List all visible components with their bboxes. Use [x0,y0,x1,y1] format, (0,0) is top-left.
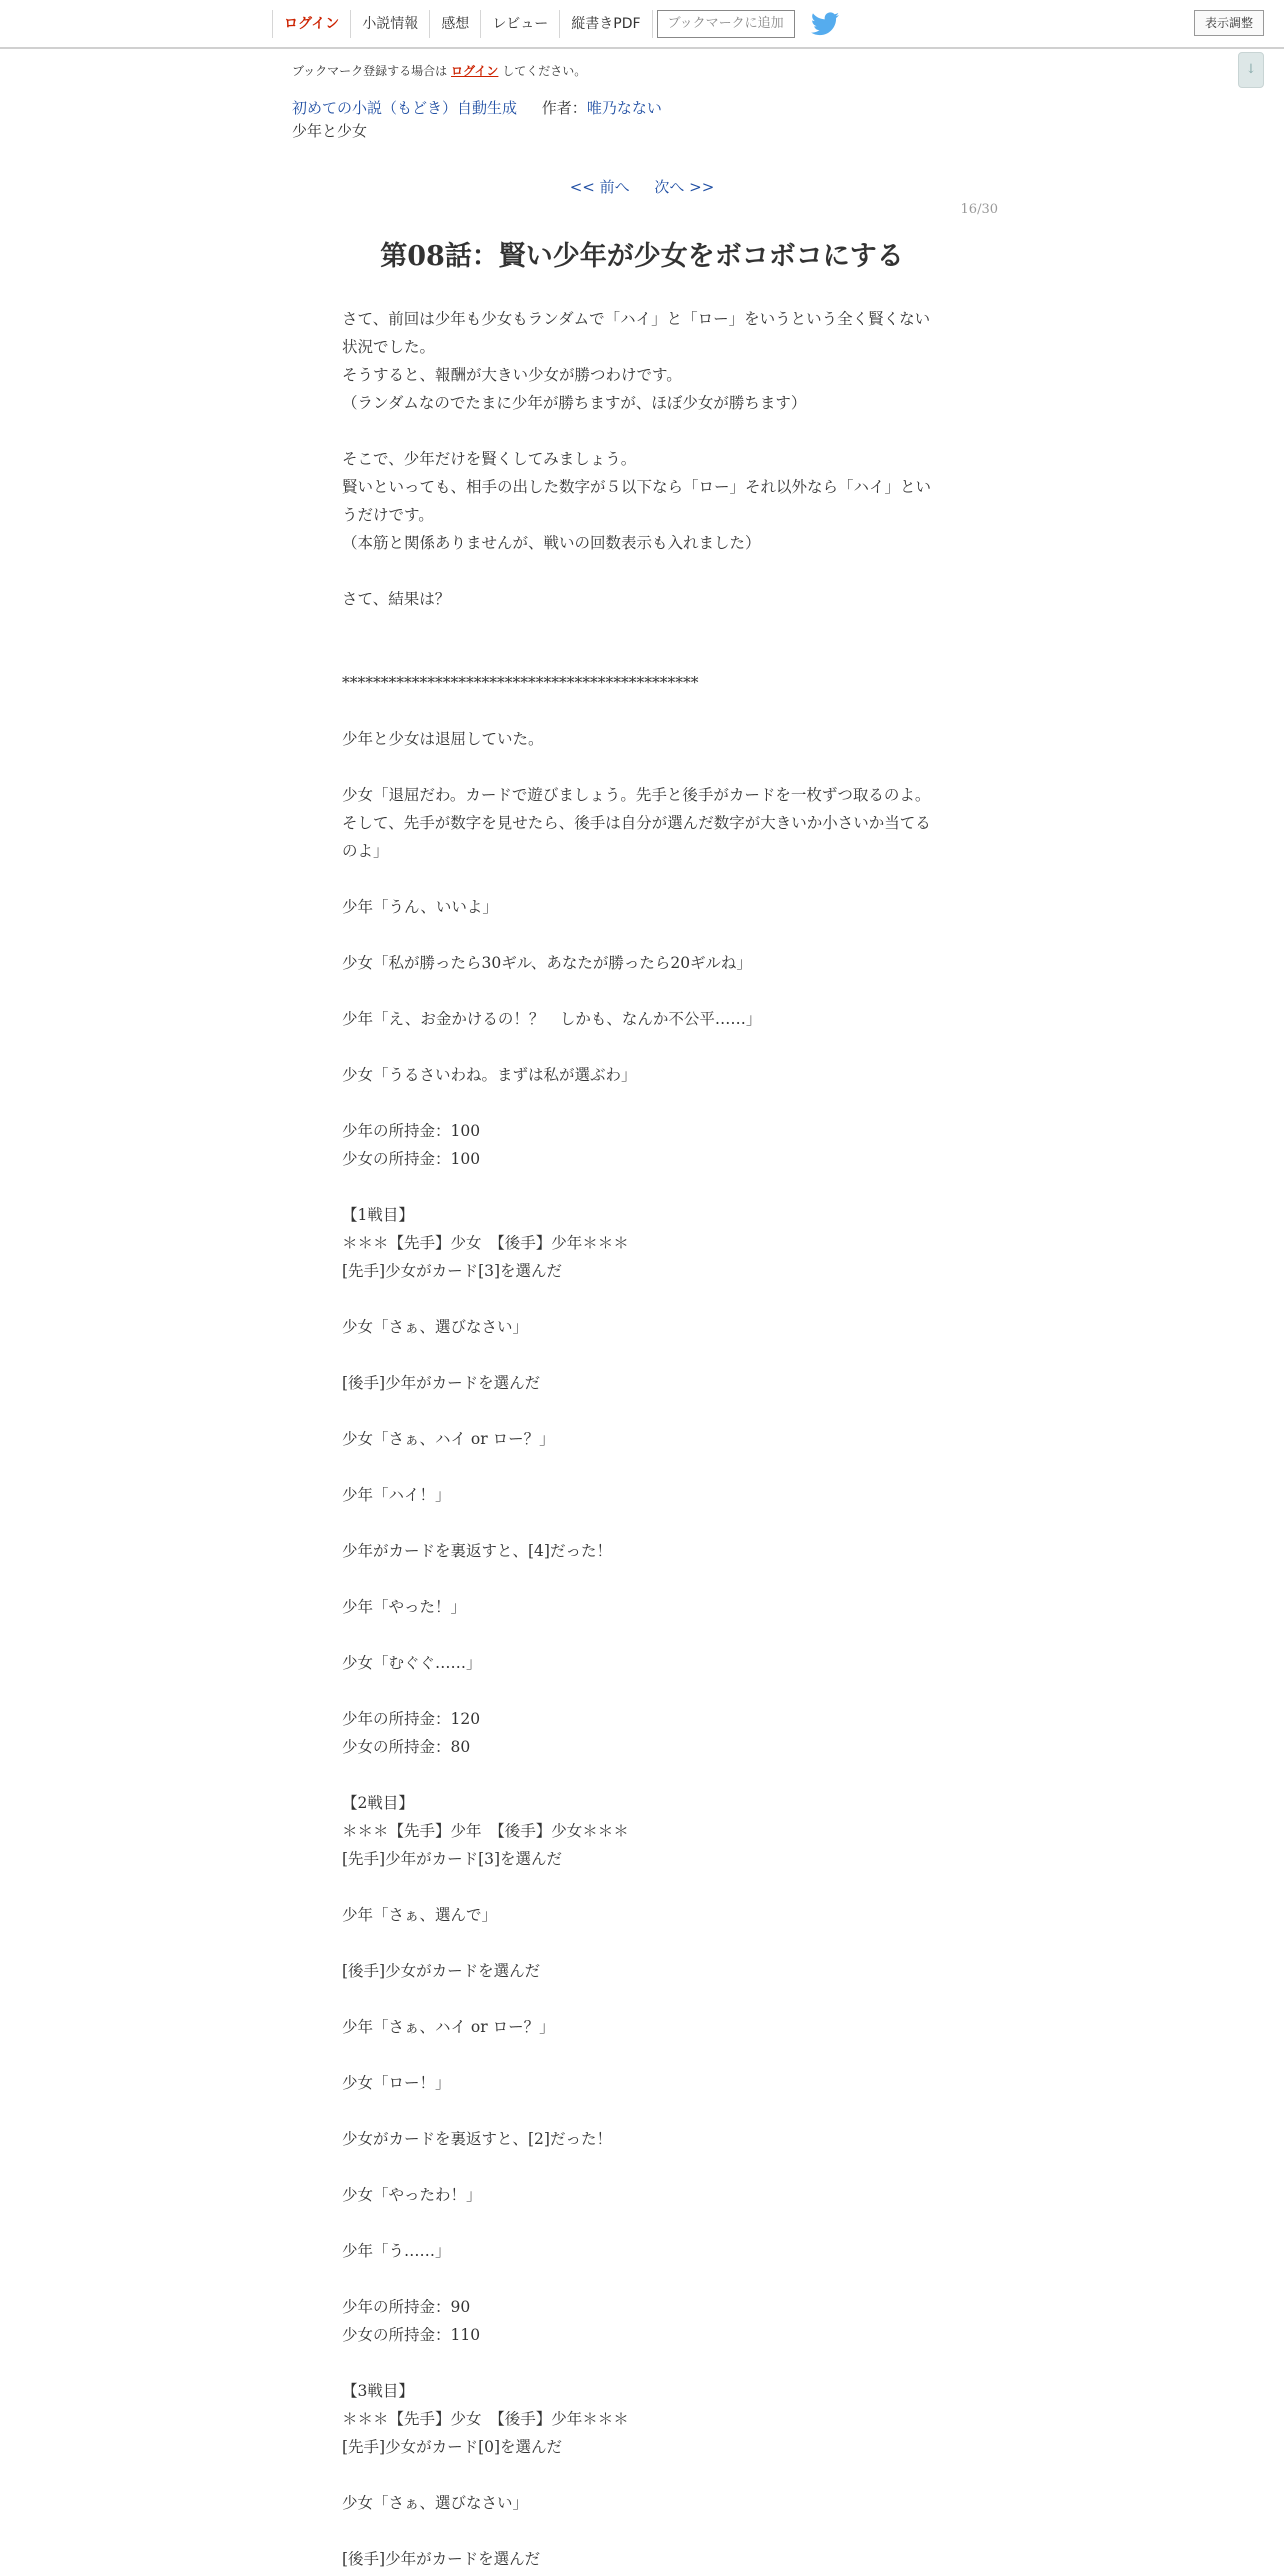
body-line: 少女の所持金：80 [342,1738,471,1756]
add-bookmark-button[interactable]: ブックマークに追加 [657,10,795,38]
body-line: 少女「さぁ、選びなさい」 [342,2494,529,2512]
page-number: 16/30 [960,202,998,217]
body-line: 少年の所持金：90 [342,2298,471,2316]
twitter-icon[interactable] [811,12,839,36]
body-line [342,753,942,781]
next-page-link[interactable]: 次へ >> [654,178,715,196]
body-line: 少年がカードを裏返すと、[4]だった！ [342,1542,612,1560]
body-line: 少女「さぁ、選びなさい」 [342,1318,529,1336]
body-line [342,1761,942,1789]
body-line [342,1453,942,1481]
scroll-down-button[interactable]: ↓ [1238,52,1264,88]
body-line [342,557,942,585]
body-line: 少年「さぁ、選んで」 [342,1906,498,1924]
nav-impressions[interactable]: 感想 [429,10,480,38]
novel-title-link[interactable]: 初めての小説（もどき）自動生成 [292,99,518,117]
body-line [342,2041,942,2069]
body-line [342,641,942,669]
body-line: [後手]少女がカードを選んだ [342,1962,541,1980]
body-line: 少女「退屈だわ。カードで遊びましょう。先手と後手がカードを一枚ずつ取るのよ。そして、先手が数字を見せたら、後手は自分が選んだ数字が大きいか小さいか当てるのよ」 [342,786,931,860]
body-line: （ランダムなのでたまに少年が勝ちますが、ほぼ少女が勝ちます） [342,394,807,412]
pager [0,176,1284,197]
body-line: ********************************************** [342,674,699,692]
bookmark-login-notice: ブックマーク登録する場合は ログイン してください。 [292,64,587,78]
body-line: 少女「ロー！」 [342,2074,451,2092]
body-line [342,1873,942,1901]
body-line: 少年「え、お金かけるの！？ しかも、なんか不公平……」 [342,1010,762,1028]
body-line: 少年「やった！」 [342,1598,467,1616]
episode-title: 第08話：賢い少年が少女をボコボコにする [380,241,904,272]
display-settings-button[interactable]: 表示調整 [1194,10,1264,36]
body-line: 少女の所持金：100 [342,1150,481,1168]
body-line [342,1509,942,1537]
body-line [342,1621,942,1649]
body-line: [先手]少年がカード[3]を選んだ [342,1850,563,1868]
body-line [342,2265,942,2293]
body-line: [後手]少年がカードを選んだ [342,1374,541,1392]
body-line [342,1565,942,1593]
body-line: 少女「むぐぐ……」 [342,1654,482,1672]
body-line [342,865,942,893]
body-line [342,1677,942,1705]
body-line: [先手]少女がカード[0]を選んだ [342,2438,563,2456]
body-line: [後手]少年がカードを選んだ [342,2550,541,2568]
body-line [342,977,942,1005]
body-line: 少年「さぁ、ハイ or ロー？」 [342,2018,555,2036]
author-link[interactable]: 唯乃なない [586,99,662,117]
body-line [342,417,942,445]
body-line: 少年の所持金：100 [342,1122,481,1140]
body-line: 少年「うん、いいよ」 [342,898,498,916]
body-line: 少年「ハイ！」 [342,1486,451,1504]
body-line [342,613,942,641]
body-line [342,1929,942,1957]
body-line: 少女「私が勝ったら30ギル、あなたが勝ったら20ギルね」 [342,954,752,972]
body-line [342,1285,942,1313]
nav-menu [272,10,839,38]
body-line [342,1341,942,1369]
body-line: 少女「さぁ、ハイ or ロー？」 [342,1430,555,1448]
body-line: 【2戦目】 [342,1794,414,1812]
body-line: そこで、少年だけを賢くしてみましょう。 [342,450,637,468]
body-line: 【3戦目】 [342,2382,414,2400]
body-line: [先手]少女がカード[3]を選んだ [342,1262,563,1280]
body-line [342,1089,942,1117]
body-line: さて、結果は？ [342,590,451,608]
nav-novel-info[interactable]: 小説情報 [350,10,429,38]
body-line [342,2349,942,2377]
chapter-title: 少年と少女 [292,122,368,140]
body-line: 【1戦目】 [342,1206,414,1224]
top-navigation-bar [0,0,1284,49]
body-line [342,1985,942,2013]
notice-login-link[interactable]: ログイン [451,64,499,78]
body-line: ＊＊＊【先手】少年 【後手】少女＊＊＊ [342,1822,629,1840]
novel-body [342,305,942,2573]
body-line: 少女「うるさいわね。まずは私が選ぶわ」 [342,1066,637,1084]
body-line: 少女「やったわ！」 [342,2186,482,2204]
body-line [342,2209,942,2237]
body-line [342,1397,942,1425]
body-line [342,2461,942,2489]
nav-login[interactable]: ログイン [272,10,350,38]
body-line [342,1033,942,1061]
body-line [342,2153,942,2181]
body-line: そうすると、報酬が大きい少女が勝つわけです。 [342,366,682,384]
body-line [342,2517,942,2545]
prev-page-link[interactable]: << 前へ [569,178,630,196]
body-line: 賢いといっても、相手の出した数字が５以下なら「ロー」それ以外なら「ハイ」というだけです。 [342,478,932,524]
body-line [342,921,942,949]
novel-info-line [292,97,662,118]
author-label: 作者： [541,99,587,117]
body-line: 少年の所持金：120 [342,1710,481,1728]
nav-vertical-pdf[interactable]: 縦書きPDF [559,10,652,38]
body-line: 少年と少女は退屈していた。 [342,730,544,748]
nav-review[interactable]: レビュー [480,10,559,38]
body-line: 少女がカードを裏返すと、[2]だった！ [342,2130,612,2148]
body-line: ＊＊＊【先手】少女 【後手】少年＊＊＊ [342,2410,629,2428]
body-line: 少女の所持金：110 [342,2326,481,2344]
body-line [342,2097,942,2125]
body-line: 少年「う……」 [342,2242,451,2260]
body-line [342,697,942,725]
body-line: さて、前回は少年も少女もランダムで「ハイ」と「ロー」をいうという全く賢くない状況でした。 [342,310,931,356]
body-line [342,1173,942,1201]
body-line: ＊＊＊【先手】少女 【後手】少年＊＊＊ [342,1234,629,1252]
body-line: （本筋と関係ありませんが、戦いの回数表示も入れました） [342,534,761,552]
